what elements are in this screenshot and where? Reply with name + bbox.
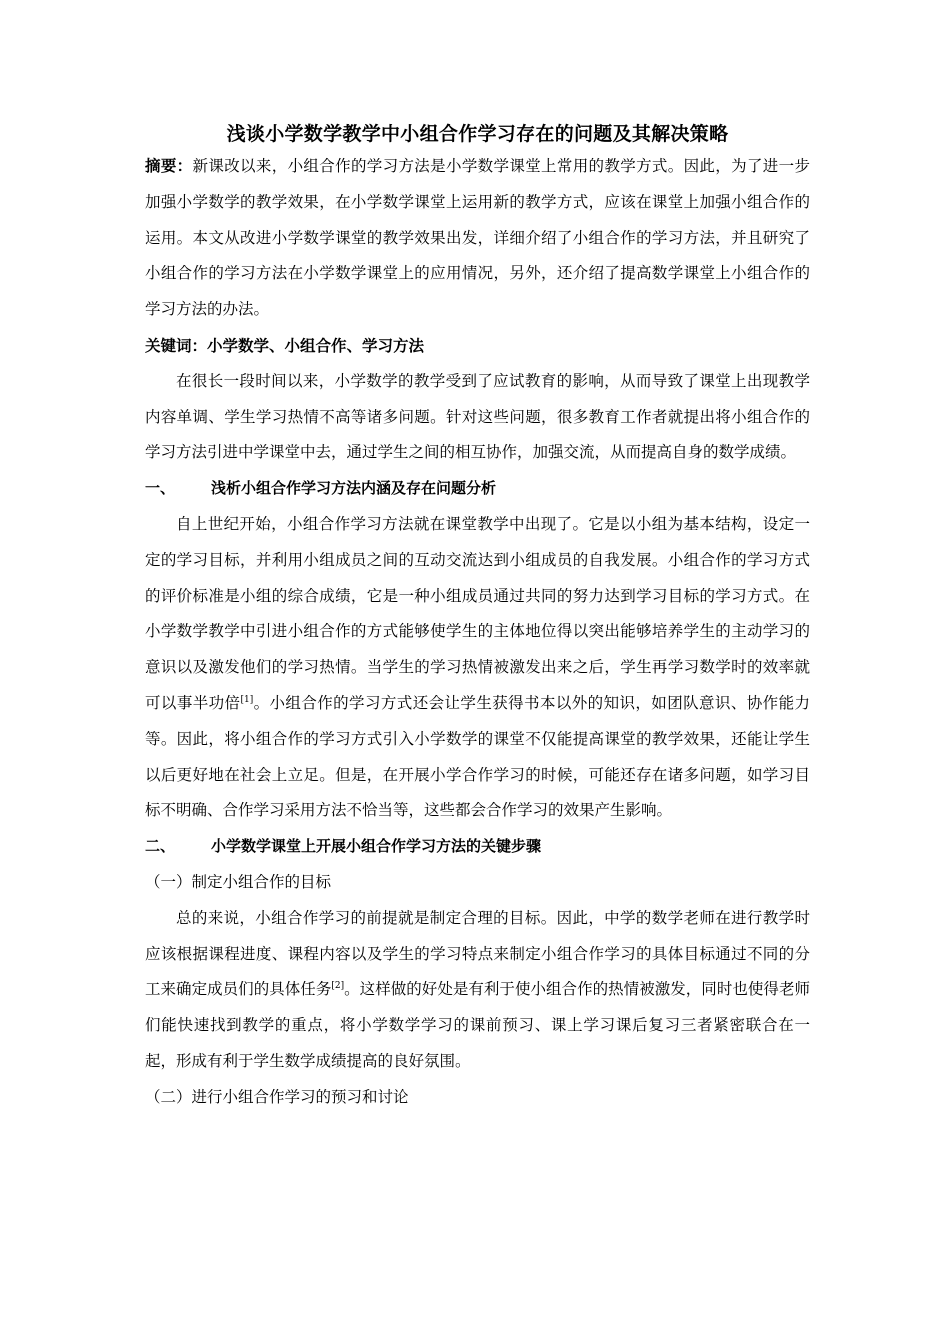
citation-1: [1] bbox=[240, 694, 254, 705]
section-1-text-a: 自上世纪开始，小组合作学习方法就在课堂教学中出现了。它是以小组为基本结构，设定一定的学习目标，并利用小组成员之间的互动交流达到小组成员的自我发展。小组合作的学习方式的评价标准是小组的综合成绩，它是一种小组成员通过共同的努力达到学习目标的学习方式。在小学数学教学中引进小组合作的方式能够使学生的主体地位得以突出能够培养学生的主动学习的意识以及激发他们的学习热情。当学生的学习热情被激发出来之后，学生再学习数学时的效率就可以事半功倍 bbox=[145, 514, 810, 712]
abstract-text: 新课改以来，小组合作的学习方法是小学数学课堂上常用的教学方式。因此，为了进一步加强小学数学的教学效果，在小学数学课堂上运用新的教学方式，应该在课堂上加强小组合作的运用。本文从改进小学数学课堂的教学效果出发，详细介绍了小组合作的学习方法，并且研究了小组合作的学习方法在小学数学课堂上的应用情况，另外，还介绍了提高数学课堂上小组合作的学习方法的办法。 bbox=[145, 157, 810, 319]
document-page bbox=[145, 118, 810, 1116]
keywords: 关键词：小学数学、小组合作、学习方法 bbox=[145, 335, 425, 355]
subsection-1-text-b: 。这样做的好处是有利于使小组合作的热情被激发，同时也使得老师们能快速找到教学的重点，将小学数学学习的课前预习、课上学习课后复习三者紧密联合在一起，形成有利于学生数学成绩提高的良好氛围。 bbox=[145, 980, 810, 1070]
subsection-1-paragraph bbox=[145, 901, 810, 1080]
section-2-number: 二、 bbox=[145, 837, 176, 856]
abstract-label: 摘要： bbox=[145, 156, 193, 175]
section-1-number: 一、 bbox=[145, 479, 176, 498]
citation-2: [2] bbox=[331, 981, 345, 992]
abstract bbox=[145, 148, 810, 328]
subsection-2-heading: （二）进行小组合作学习的预习和讨论 bbox=[145, 1087, 409, 1106]
section-2-title: 小学数学课堂上开展小组合作学习方法的关键步骤 bbox=[211, 837, 542, 856]
section-1-heading bbox=[145, 471, 810, 507]
section-1-paragraph bbox=[145, 507, 810, 829]
subsection-1-heading: （一）制定小组合作的目标 bbox=[145, 872, 332, 891]
subsection-1-text-a: 总的来说，小组合作学习的前提就是制定合理的目标。因此，中学的数学老师在进行教学时应该根据课程进度、课程内容以及学生的学习特点来制定小组合作学习的具体目标通过不同的分工来确定成员们的具体任务 bbox=[145, 908, 810, 999]
intro-paragraph: 在很长一段时间以来，小学数学的教学受到了应试教育的影响，从而导致了课堂上出现教学内容单调、学生学习热情不高等诸多问题。针对这些问题，很多教育工作者就提出将小组合作的学习方法引进中学课堂中去，通过学生之间的相互协作，加强交流，从而提高自身的数学成绩。 bbox=[145, 371, 810, 462]
section-1-text-b: 。小组合作的学习方式还会让学生获得书本以外的知识，如团队意识、协作能力等。因此，将小组合作的学习方式引入小学数学的课堂不仅能提高课堂的教学效果，还能让学生以后更好地在社会上立足。但是，在开展小学合作学习的时候，可能还存在诸多问题，如学习目标不明确、合作学习采用方法不恰当等，这些都会合作学习的效果产生影响。 bbox=[145, 693, 810, 820]
section-2-heading bbox=[145, 829, 810, 865]
section-1-title: 浅析小组合作学习方法内涵及存在问题分析 bbox=[211, 479, 497, 498]
document-title: 浅谈小学数学教学中小组合作学习存在的问题及其解决策略 bbox=[226, 123, 729, 145]
